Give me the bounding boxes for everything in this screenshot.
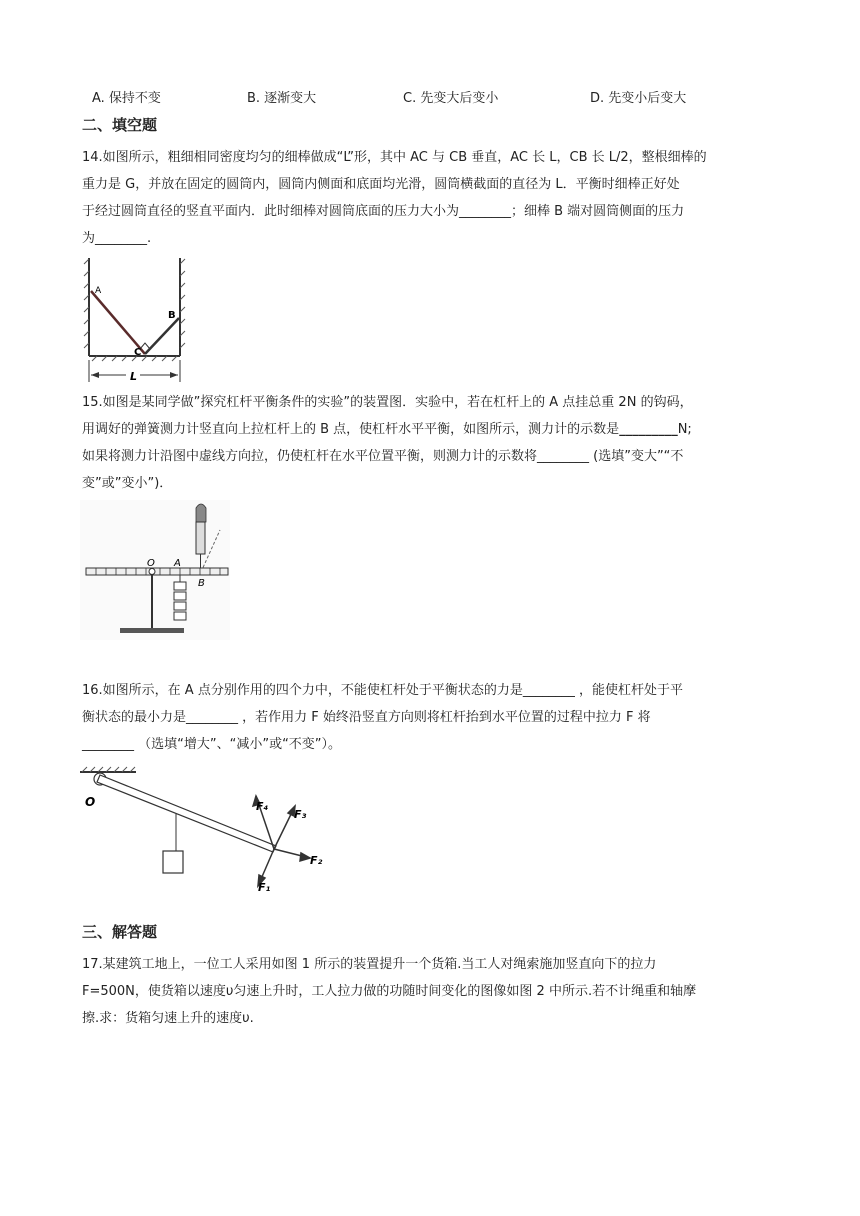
q16-text-line-3: ________ （选填“增大”、“减小”或“不变”）。 (82, 737, 342, 752)
q14-label-b: B (168, 310, 176, 321)
q15-answer-blank: _________ (619, 422, 678, 437)
q14-text-line-3: 于经过圆筒直径的竖直平面内．此时细棒对圆筒底面的压力大小为________；细棒 B 端对圆筒侧面的压力 (82, 204, 685, 219)
q14-label-a: A (95, 286, 102, 296)
q15-text-line-2 (82, 416, 692, 443)
q16-text-line-1: 16.如图所示，在 A 点分别作用的四个力中，不能使杠杆处于平衡状态的力是________ ，能使杠杆处于平 (82, 683, 683, 698)
option-d: D. 先变小后变大 (590, 91, 687, 106)
q15-text-line-1: 15.如图是某同学做”探究杠杆平衡条件的实验”的装置图．实验中，若在杠杆上的 A 点挂总重 2N 的钩码， (82, 395, 693, 410)
q16-label-o: O (85, 795, 96, 809)
q14-label-l: L (130, 370, 138, 383)
q16-text-line-2: 衡状态的最小力是________ ，若作用力 F 始终沿竖直方向则将杠杆抬到水平位置的过程中拉力 F 将 (82, 710, 651, 725)
q14-text-line-4: 为________. (82, 231, 152, 246)
q14-text-line-2: 重力是 G，并放在固定的圆筒内，圆筒内侧面和底面均光滑，圆筒横截面的直径为 L．平衡时细棒正好处 (82, 177, 680, 192)
q16-figure-lever-forces (80, 766, 340, 906)
q16-label-f4: F₄ (256, 800, 269, 813)
option-b: B. 逐渐变大 (247, 91, 317, 106)
section-heading-answer: 三、解答题 (82, 923, 158, 941)
q15-text-line-3: 如果将测力计沿图中虚线方向拉，仍使杠杆在水平位置平衡，则测力计的示数将________ (选填”变大”“不 (82, 449, 684, 464)
q15-label-o: O (147, 558, 155, 569)
q15-text-line-2c: N; (677, 422, 692, 437)
q16-label-f3: F₃ (294, 808, 307, 821)
q17-text-line-1: 17.某建筑工地上，一位工人采用如图 1 所示的装置提升一个货箱.当工人对绳索施加竖直向下的拉力 (82, 957, 657, 972)
q15-figure-lever-balance (80, 500, 230, 640)
q14-label-c: C (134, 347, 142, 358)
q15-label-a: A (174, 558, 181, 569)
section-heading-fill-in: 二、填空题 (82, 116, 158, 134)
option-c: C. 先变大后变小 (403, 91, 499, 106)
q16-label-f2: F₂ (310, 854, 323, 867)
q14-figure-l-rod-in-cylinder (82, 256, 192, 386)
q17-text-line-3: 擦.求：货箱匀速上升的速度υ. (82, 1011, 254, 1026)
option-a: A. 保持不变 (92, 91, 161, 106)
q15-text-line-2a: 用调好的弹簧测力计竖直向上拉杠杆上的 B 点，使杠杆水平平衡，如图所示，测力计的示数是 (82, 422, 620, 437)
q17-text-line-2: F=500N，使货箱以速度υ匀速上升时，工人拉力做的功随时间变化的图像如图 2 中所示.若不计绳重和轴摩 (82, 984, 697, 999)
q15-label-b: B (198, 578, 205, 589)
q16-label-f1: F₁ (258, 881, 271, 894)
q15-text-line-4: 变”或”变小”)． (82, 476, 173, 491)
q14-text-line-1: 14.如图所示，粗细相同密度均匀的细棒做成“L”形，其中 AC 与 CB 垂直，AC 长 L，CB 长 L/2，整根细棒的 (82, 150, 707, 165)
